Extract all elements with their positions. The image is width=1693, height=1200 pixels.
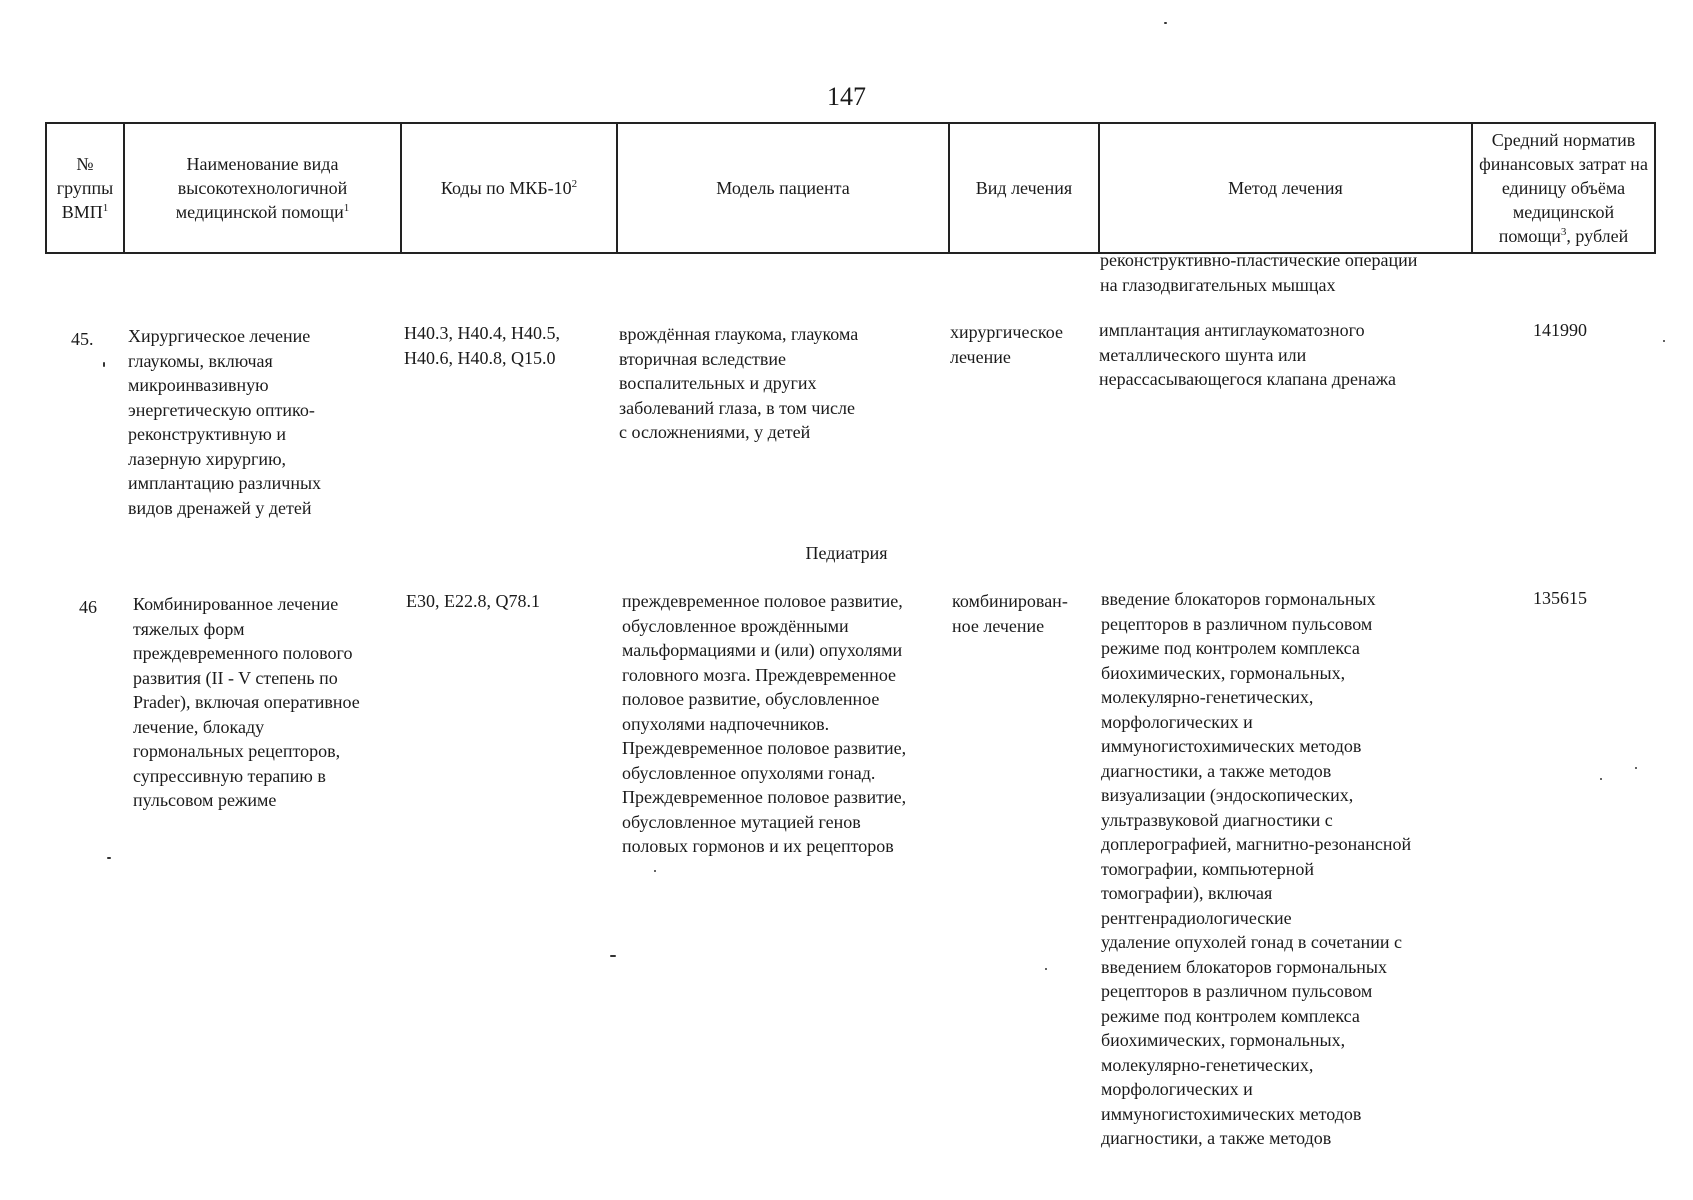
row-45-number: 45. [71, 329, 94, 349]
scan-speck [654, 870, 656, 872]
header-patient-model: Модель пациента [617, 123, 949, 253]
header-average-cost: Средний норматив финансовых затрат на единицу объёма медицинской помощи$^3$, рублей [1472, 123, 1655, 253]
scan-speck [1164, 22, 1167, 24]
row-45-name: Хирургическое лечение глаукомы, включая микроинвазивную энергетическую оптико- реконструктивную и лазерную хирургию, имплантацию различных видов дренажей у детей [128, 326, 322, 518]
scan-speck [1045, 968, 1047, 970]
row-46-cost: 135615 [1533, 588, 1587, 608]
header-icd-codes: Коды по МКБ-$10^2$ [401, 123, 617, 253]
scan-speck [1600, 778, 1602, 780]
section-title-pediatrics: Педиатрия [805, 543, 888, 563]
row-46-treatment-type: комбинирован- ное лечение [952, 591, 1068, 636]
row-46-number: 46 [79, 597, 97, 617]
row-45-cost: 141990 [1533, 320, 1587, 340]
continuation-method-text: реконструктивно-пластические операции на глазодвигательных мышцах [1100, 250, 1418, 295]
row-46-codes: E30, E22.8, Q78.1 [406, 591, 540, 611]
row-46-patient-model: преждевременное половое развитие, обусловленное врождёнными мальформациями и (или) опухолями головного мозга. Преждевременное половое развитие, обусловленное опухолями надпочечников. Преждевременное половое развитие, обусловленное опухолями гонад. Преждевременное половое развитие, обусловленное мутацией генов половых гормонов и их рецепторов [622, 591, 907, 856]
table-header [45, 122, 1656, 254]
row-46-name: Комбинированное лечение тяжелых форм преждевременного полового развития (II - V степень по Prader), включая оперативное лечение, блокаду гормональных рецепторов, супрессивную терапию в пульсовом режиме [133, 594, 360, 810]
header-treatment-method: Метод лечения [1099, 123, 1472, 253]
header-care-type-name: Наименование вида высокотехнологичной медицинской помощи$^1$ [124, 123, 401, 253]
row-45-method: имплантация антиглаукоматозного металлического шунта или нерассасывающегося клапана дренажа [1099, 320, 1396, 389]
scan-speck [1635, 767, 1637, 769]
header-treatment-type: Вид лечения [949, 123, 1099, 253]
header-group-number: № группы ВМП$^1$ [46, 123, 124, 253]
scan-speck [610, 955, 616, 957]
row-46-method: введение блокаторов гормональных рецепторов в различном пульсовом режиме под контролем комплекса биохимических, гормональных, молекулярно-генетических, морфологических и иммуногистохимических методов диагностики, а также методов визуализации (эндоскопических, ультразвуковой диагностики с доплерографией, магнитно-резонансной томографии, компьютерной томографии), включая рентгенрадиологические удаление опухолей гонад в сочетании с введением блокаторов гормональных рецепторов в различном пульсовом режиме под контролем комплекса биохимических, гормональных, молекулярно-генетических, морфологических и иммуногистохимических методов диагностики, а также методов [1101, 589, 1412, 1148]
scan-speck [103, 362, 105, 367]
row-45-codes: H40.3, H40.4, H40.5, H40.6, H40.8, Q15.0 [404, 323, 560, 368]
page-number: 147 [827, 82, 866, 111]
row-45-patient-model: врождённая глаукома, глаукома вторичная вследствие воспалительных и других заболеваний глаза, в том числе с осложнениями, у детей [619, 324, 859, 442]
scan-speck [1663, 340, 1665, 342]
row-45-treatment-type: хирургическое лечение [950, 322, 1063, 367]
scan-speck [107, 857, 111, 859]
